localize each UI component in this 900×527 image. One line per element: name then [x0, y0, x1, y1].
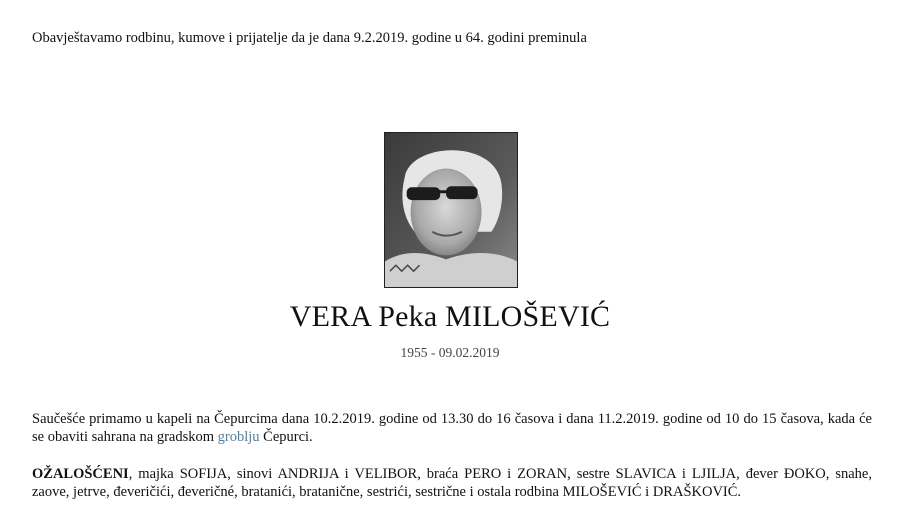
life-dates: 1955 - 09.02.2019	[400, 345, 500, 360]
announcement-intro: Obavještavamo rodbinu, kumove i prijatelje da je dana 9.2.2019. godine u 64. godini preminula	[32, 30, 587, 46]
cemetery-link[interactable]: groblju	[217, 429, 260, 445]
condolences-text-end: Čepurci.	[259, 429, 313, 445]
deceased-name: VERA Peka MILOŠEVIĆ	[289, 300, 611, 333]
condolences-text: Saučešće primamo u kapeli na Čepurcima dana 10.2.2019. godine od 13.30 do 16 časova i dana 11.2.2019. godine od 10 do 15 časova, kada će se obaviti sahrana na gradskom	[32, 411, 872, 445]
portrait-photo	[384, 132, 518, 288]
condolences-paragraph	[32, 410, 872, 446]
mourners-paragraph	[32, 465, 872, 501]
mourners-label: OŽALOŠĆENI	[32, 466, 129, 482]
portrait-photo-icon	[385, 133, 517, 287]
mourners-list: , majka SOFIJA, sinovi ANDRIJA i VELIBOR, braća PERO i ZORAN, sestre SLAVICA i LJILJA, đever ĐOKO, snahe, zaove, jetrve, đeveričići, đeveričné, bratanići, bratanične, sestrići, sestrične i ostala rodbina MILOŠEVIĆ i DRAŠKOVIĆ.	[32, 466, 872, 500]
